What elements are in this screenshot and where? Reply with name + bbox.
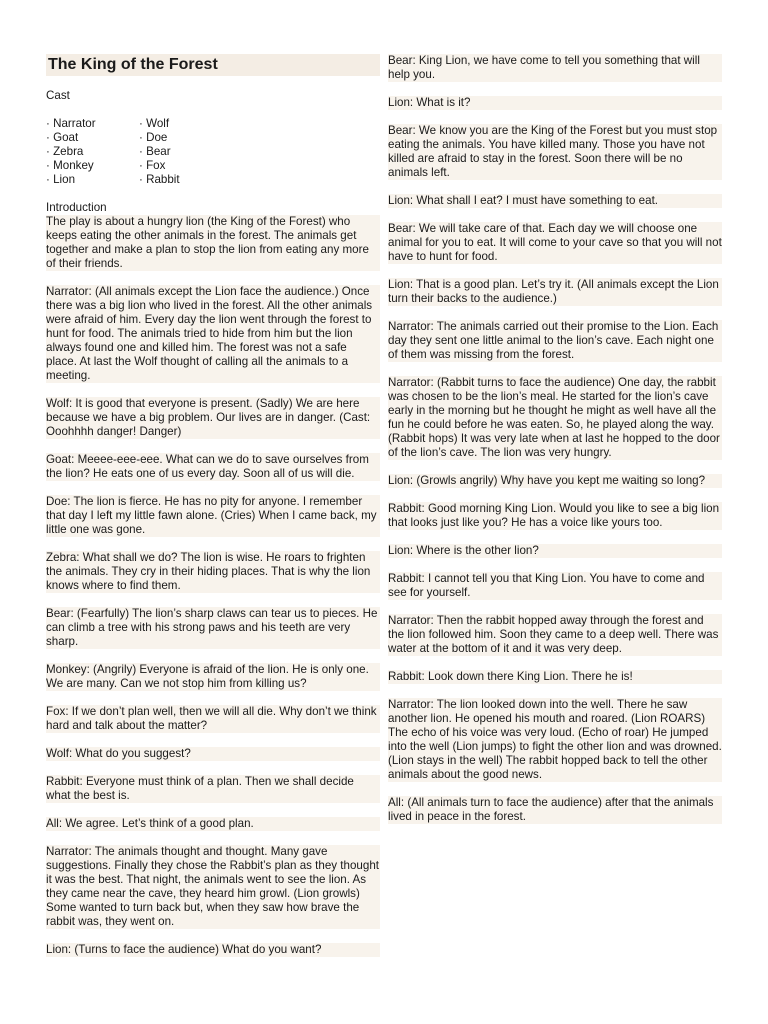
- script-line: Rabbit: Look down there King Lion. There he is!: [388, 670, 722, 684]
- script-line: Wolf: It is good that everyone is present. (Sadly) We are here because we have a big problem. Our lives are in danger. (Cast: Ooohhhh danger! Danger): [46, 397, 380, 439]
- cast-item: · Wolf: [139, 117, 180, 131]
- script-line: Lion: Where is the other lion?: [388, 544, 722, 558]
- script-line: Bear: We will take care of that. Each day we will choose one animal for you to eat. It will come to your cave so that you will not have to hunt for food.: [388, 222, 722, 263]
- script-line: Narrator: (Rabbit turns to face the audience) One day, the rabbit was chosen to be the lion’s meal. He started for the lion’s cave early in the morning but he thought he might as well have all the fun he could before he was eaten. So, he played along the way. (Rabbit hops) It was very late when at last he hopped to the door of the lion’s cave. The lion was very hungry.: [388, 376, 722, 460]
- script-line: Bear: King Lion, we have come to tell you something that will help you.: [388, 54, 722, 82]
- script-line: Bear: We know you are the King of the Forest but you must stop eating the animals. You have killed many. Those you have not killed are afraid to stay in the forest. Soon there will be no animals left.: [388, 124, 722, 180]
- script-line: All: (All animals turn to face the audience) after that the animals lived in peace in the forest.: [388, 796, 722, 824]
- cast-item: · Doe: [139, 131, 180, 145]
- script-line: Narrator: Then the rabbit hopped away through the forest and the lion followed him. Soon they came to a deep well. There was water at the bottom of it and it was very deep.: [388, 614, 722, 656]
- script-line: Zebra: What shall we do? The lion is wise. He roars to frighten the animals. They cry in their hiding places. That is why the lion knows where to find them.: [46, 551, 380, 593]
- cast-item: · Monkey: [46, 159, 139, 173]
- cast-item: · Bear: [139, 145, 180, 159]
- cast-list-left: [46, 117, 139, 187]
- script-line: Fox: If we don’t plan well, then we will all die. Why don’t we think hard and talk about the matter?: [46, 705, 380, 733]
- cast-item: · Goat: [46, 131, 139, 145]
- script-line: Rabbit: Everyone must think of a plan. Then we shall decide what the best is.: [46, 775, 380, 803]
- cast-item: · Lion: [46, 173, 139, 187]
- cast-list-right: [139, 117, 180, 187]
- script-line: Lion: What is it?: [388, 96, 722, 110]
- cast-heading: Cast: [46, 89, 70, 102]
- intro-heading: Introduction: [46, 201, 107, 214]
- script-line: Bear: (Fearfully) The lion’s sharp claws can tear us to pieces. He can climb a tree with his strong paws and his teeth are very sharp.: [46, 607, 380, 649]
- script-line: Narrator: The animals carried out their promise to the Lion. Each day they sent one little animal to the lion’s cave. Each night one of them was missing from the forest.: [388, 320, 722, 362]
- cast-item: · Rabbit: [139, 173, 180, 187]
- script-line: Rabbit: I cannot tell you that King Lion. You have to come and see for yourself.: [388, 572, 722, 600]
- script-line: Wolf: What do you suggest?: [46, 747, 380, 761]
- script-line: Lion: (Turns to face the audience) What do you want?: [46, 943, 380, 957]
- cast-item: · Zebra: [46, 145, 139, 159]
- script-line: Goat: Meeee-eee-eee. What can we do to save ourselves from the lion? He eats one of us every day. Soon all of us will die.: [46, 453, 380, 481]
- script-line: All: We agree. Let’s think of a good plan.: [46, 817, 380, 831]
- cast-list: [46, 117, 380, 187]
- script-line: Narrator: The lion looked down into the well. There he saw another lion. He opened his mouth and roared. (Lion ROARS) The echo of his voice was very loud. (Echo of roar) He jumped into the well (Lion jumps) to fight the other lion and was drowned. (Lion stays in the well) The rabbit hopped back to tell the other animals about the good news.: [388, 698, 722, 781]
- left-column: [46, 54, 380, 971]
- page-title: The King of the Forest: [46, 54, 380, 76]
- intro-paragraph: The play is about a hungry lion (the King of the Forest) who keeps eating the other animals in the forest. The animals get together and make a plan to stop the lion from eating any more of their friends.: [46, 215, 380, 271]
- script-line: Narrator: (All animals except the Lion face the audience.) Once there was a big lion who lived in the forest. All the other animals were afraid of him. Every day the lion went through the forest to hunt for food. The animals tried to hide from him but the lion always found one and killed him. The forest was not a safe place. At last the Wolf thought of calling all the animals to a meeting.: [46, 285, 380, 383]
- script-line: Rabbit: Good morning King Lion. Would you like to see a big lion that looks just like you? He has a voice like yours too.: [388, 502, 722, 530]
- cast-item: · Narrator: [46, 117, 139, 131]
- script-line: Lion: (Growls angrily) Why have you kept me waiting so long?: [388, 474, 722, 488]
- script-line: Doe: The lion is fierce. He has no pity for anyone. I remember that day I left my little fawn alone. (Cries) When I came back, my little one was gone.: [46, 495, 380, 537]
- right-column: [388, 54, 722, 838]
- cast-item: · Fox: [139, 159, 180, 173]
- script-line: Narrator: The animals thought and thought. Many gave suggestions. Finally they chose the Rabbit’s plan as they thought it was the best. That night, the animals went to see the lion. As they came near the cave, they heard him growl. (Lion growls) Some wanted to turn back but, when they saw how brave the rabbit was, they went on.: [46, 845, 379, 928]
- script-line: Lion: That is a good plan. Let’s try it. (All animals except the Lion turn their backs to the audience.): [388, 278, 722, 306]
- script-line: Monkey: (Angrily) Everyone is afraid of the lion. He is only one. We are many. Can we not stop him from killing us?: [46, 663, 380, 691]
- script-line: Lion: What shall I eat? I must have something to eat.: [388, 194, 722, 208]
